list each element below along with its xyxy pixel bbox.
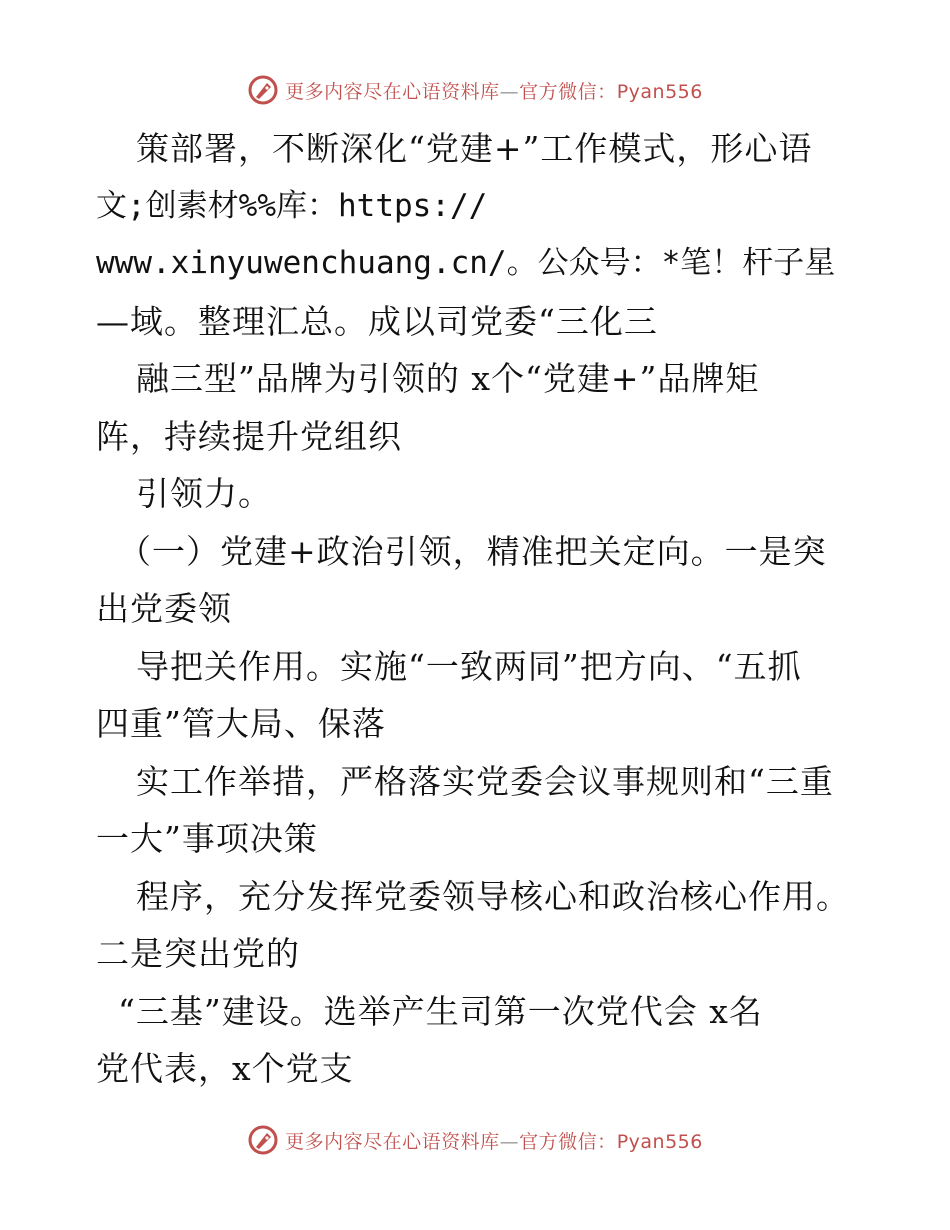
text-line-11: 四重”管大局、保落: [96, 704, 386, 743]
text-line-17: 党代表，x个党支: [96, 1049, 354, 1088]
pen-nib-logo-icon: [247, 1124, 279, 1156]
text-line-10: 导把关作用。实施“一致两同”把方向、“五抓: [136, 646, 802, 686]
text-line-14: 程序，充分发挥党委领导核心和政治核心作用。: [136, 876, 850, 916]
text-line-3: www.xinyuwenchuang.cn/。公众号：*笔！杆子星: [96, 245, 836, 281]
watermark-text: 更多内容尽在心语资料库—官方微信：Pyan556: [285, 1130, 703, 1153]
text-line-1: 策部署，不断深化“党建+”工作模式，形心语: [136, 129, 813, 168]
watermark-group: [247, 1124, 703, 1156]
text-line-2: 文;创素材%%库：https://: [96, 187, 488, 224]
watermark-text: 更多内容尽在心语资料库—官方微信：Pyan556: [285, 80, 703, 103]
text-line-7: 引领力。: [136, 474, 272, 513]
text-line-15: 二是突出党的: [96, 934, 300, 973]
header-watermark: [0, 72, 950, 108]
text-line-6: 阵，持续提升党组织: [96, 416, 402, 456]
text-line-16: “三基”建设。选举产生司第一次党代会 x名: [118, 991, 763, 1031]
text-line-12: 实工作举措，严格落实党委会议事规则和“三重: [136, 761, 834, 801]
text-line-4: —域。整理汇总。成以司党委“三化三: [96, 301, 658, 341]
pen-nib-logo-icon: [247, 74, 279, 106]
document-body: [96, 120, 876, 1098]
text-line-13: 一大”事项决策: [96, 819, 318, 858]
text-line-5: 融三型”品牌为引领的 x个“党建+”品牌矩: [136, 359, 760, 398]
text-line-8: （一）党建+政治引领，精准把关定向。一是突: [118, 531, 827, 571]
text-line-9: 出党委领: [96, 589, 232, 628]
footer-watermark: [0, 1122, 950, 1158]
watermark-group: [247, 74, 703, 106]
